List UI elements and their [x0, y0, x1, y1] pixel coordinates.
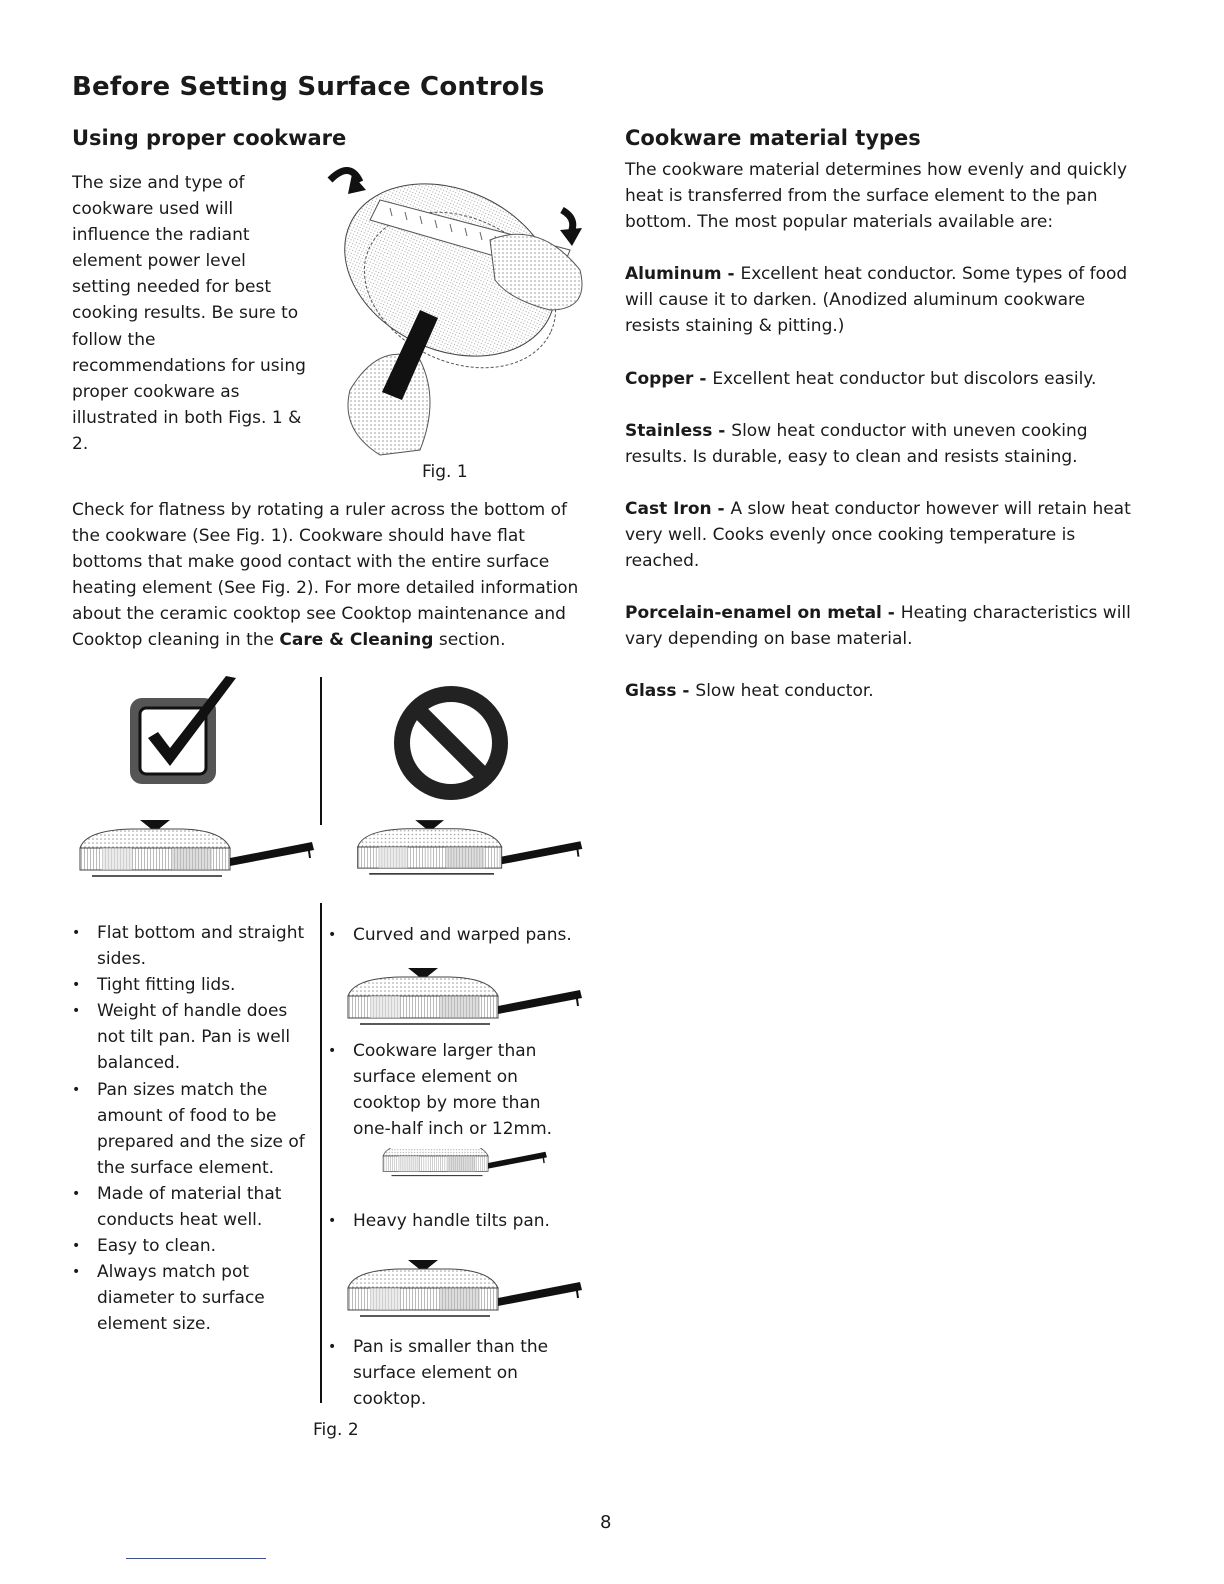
warped-pan-illustration [340, 960, 590, 1032]
material-desc: Heating characteristics will vary depending on base material. [625, 603, 1131, 650]
materials-intro: The cookware material determines how evenly and quickly heat is transferred from the surface element to the pan bottom. The most popular materials available are: [625, 160, 1128, 233]
bad-cookware-item-1 [326, 922, 596, 948]
material-separator: - [712, 420, 732, 441]
flatness-check-text [72, 497, 592, 654]
page-title: Before Setting Surface Controls [72, 72, 545, 102]
page-number: 8 [600, 1512, 612, 1533]
care-cleaning-ref: Care & Cleaning [279, 630, 434, 651]
material-name: Porcelain-enamel on metal [625, 603, 882, 624]
material-name: Stainless [625, 420, 713, 441]
flatness-check-text-part1: Check for flatness by rotating a ruler across the bottom of the cookware (See Fig. 1). Cookware should have flat bottoms that make good contact with the entire surface heating element (See Fig. 2). For more detailed information about the ceramic cooktop see Cooktop maintenance and Cooktop cleaning in the [72, 500, 579, 651]
list-item: • Tight fitting lids. [70, 972, 318, 998]
list-item: • Pan is smaller than the surface element on cooktop. [326, 1334, 556, 1412]
good-pan-illustration [72, 812, 322, 884]
materials-section [625, 157, 1145, 730]
bad-pan-illustration [350, 812, 590, 882]
list-item: • Weight of handle does not tilt pan. Pan is well balanced. [70, 998, 318, 1076]
material-separator: - [693, 368, 713, 389]
material-desc: Excellent heat conductor. Some types of food will cause it to darken. (Anodized aluminum cookware resists staining & pitting.) [625, 264, 1128, 337]
cookware-material-types-heading: Cookware material types [625, 126, 921, 150]
material-aluminum [625, 261, 1145, 339]
material-name: Aluminum [625, 264, 722, 285]
material-glass [625, 678, 1145, 704]
fig1-label: Fig. 1 [422, 462, 468, 482]
fig2-label: Fig. 2 [313, 1420, 359, 1440]
list-item: • Curved and warped pans. [326, 922, 596, 948]
material-cast-iron [625, 496, 1145, 574]
list-item: • Heavy handle tilts pan. [326, 1208, 596, 1234]
heavy-handle-pan-illustration [340, 1250, 590, 1326]
flatness-check-text-part2: section. [433, 630, 506, 651]
material-desc: Excellent heat conductor but discolors easily. [712, 368, 1097, 389]
list-item: • Always match pot diameter to surface element size. [70, 1259, 318, 1337]
material-name: Cast Iron [625, 498, 712, 519]
bad-cookware-item-4 [326, 1334, 556, 1412]
material-separator: - [881, 603, 901, 624]
list-item: • Pan sizes match the amount of food to be prepared and the size of the surface element. [70, 1077, 318, 1181]
material-desc: A slow heat conductor however will retain heat very well. Cooks evenly once cooking temperature is reached. [625, 498, 1131, 572]
bad-cookware-item-2 [326, 1038, 556, 1142]
material-name: Glass [625, 681, 677, 702]
list-item: • Cookware larger than surface element on cooktop by more than one-half inch or 12mm. [326, 1038, 556, 1142]
intro-text: The size and type of cookware used will influence the radiant element power level setting needed for best cooking results. Be sure to follow the recommendations for using proper cookware as illustrated in both Figs. 1 & 2. [72, 173, 306, 454]
list-item: • Easy to clean. [70, 1233, 318, 1259]
oversized-pan-illustration [340, 1148, 590, 1204]
material-name: Copper [625, 368, 694, 389]
bad-cookware-item-3 [326, 1208, 596, 1234]
prohibited-icon [392, 684, 510, 802]
ruler-flatness-illustration [310, 160, 600, 460]
figure-divider-bottom [320, 903, 322, 1403]
material-desc: Slow heat conductor with uneven cooking results. Is durable, easy to clean and resists staining. [625, 420, 1088, 467]
footer-rule [126, 1558, 266, 1559]
list-item: • Flat bottom and straight sides. [70, 920, 318, 972]
checkmark-icon [126, 676, 242, 788]
material-separator: - [711, 498, 731, 519]
material-desc: Slow heat conductor. [695, 681, 874, 702]
figure-divider-top [320, 677, 322, 825]
material-separator: - [721, 264, 741, 285]
list-item: • Made of material that conducts heat well. [70, 1181, 318, 1233]
material-copper [625, 366, 1145, 392]
good-cookware-list [70, 920, 318, 1338]
material-separator: - [676, 681, 696, 702]
material-porcelain-enamel [625, 600, 1145, 652]
material-stainless [625, 418, 1145, 470]
using-proper-cookware-heading: Using proper cookware [72, 126, 347, 150]
